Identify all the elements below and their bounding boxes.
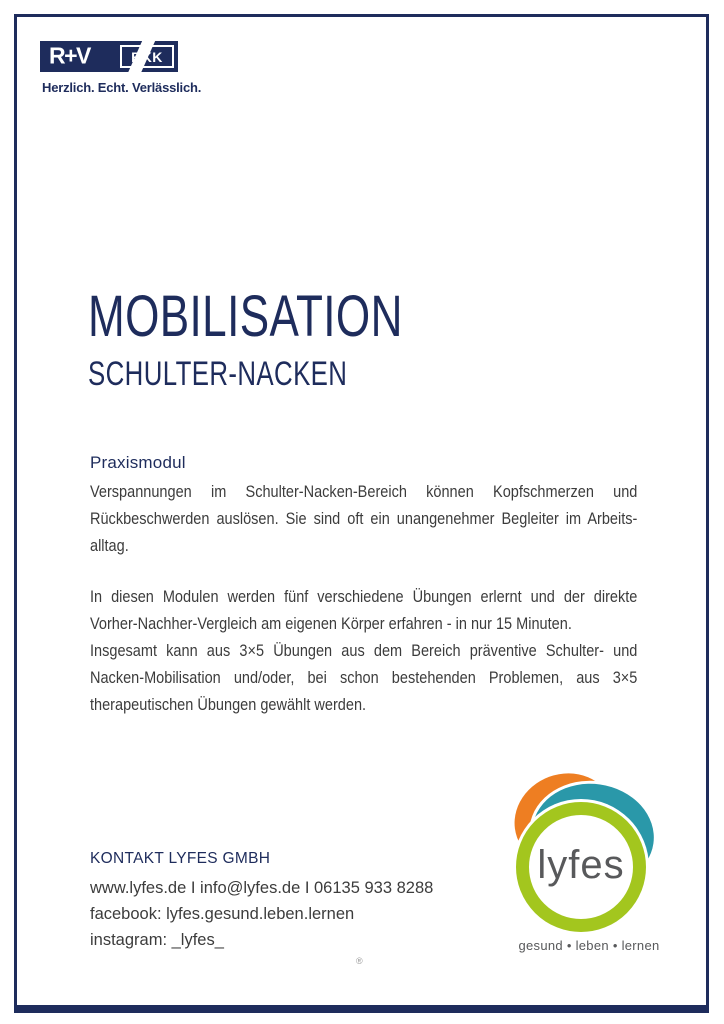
body-copy bbox=[90, 479, 637, 719]
registered-trademark: ® bbox=[356, 956, 363, 966]
contact-block bbox=[90, 850, 433, 953]
bkk-logo-frame bbox=[120, 45, 174, 68]
lyfes-logo-green-ring-icon bbox=[516, 802, 646, 932]
contact-facebook-line: facebook: lyfes.gesund.leben.lernen bbox=[90, 905, 355, 923]
rv-tagline: Herzlich. Echt. Verlässlich. bbox=[42, 80, 202, 95]
lyfes-wordmark: lyfes bbox=[537, 842, 625, 887]
contact-instagram-line: instagram: _lyfes_ bbox=[90, 931, 224, 949]
contact-heading: KONTAKT LYFES GMBH bbox=[90, 850, 271, 867]
bkk-logo-text: BKK bbox=[131, 48, 163, 65]
rv-logo-wordmark: R+V bbox=[49, 41, 90, 68]
page-subtitle: SCHULTER-NACKEN bbox=[88, 355, 348, 393]
contact-web-line: www.lyfes.de I info@lyfes.de I 06135 933 8288 bbox=[90, 879, 434, 897]
page-title: MOBILISATION bbox=[88, 284, 403, 349]
lyfes-logo bbox=[506, 766, 666, 966]
paragraph-1: Verspannungen im Schulter-Nacken-Bereich können Kopfschmerzen und Rückbeschwerden auslösen. Sie sind oft ein unangenehmer Begleiter im Arbeits-alltag. bbox=[90, 483, 638, 555]
paragraph-gap bbox=[90, 560, 637, 584]
paragraph-2b: Insgesamt kann aus 3×5 Übungen aus dem Bereich präventive Schulter- und Nacken-Mobilisation und/oder, bei schon bestehenden Problemen, aus 3×5 therapeutischen Übungen gewählt werden. bbox=[90, 642, 638, 714]
rv-bkk-logo bbox=[40, 41, 178, 72]
lyfes-slogan: gesund • leben • lernen bbox=[518, 938, 660, 953]
section-label: Praxismodul bbox=[90, 453, 186, 472]
paragraph-2a: In diesen Modulen werden fünf verschiedene Übungen erlernt und der direkte Vorher-Nachher-Vergleich am eigenen Körper erfahren - in nur 15 Minuten. bbox=[90, 588, 638, 633]
